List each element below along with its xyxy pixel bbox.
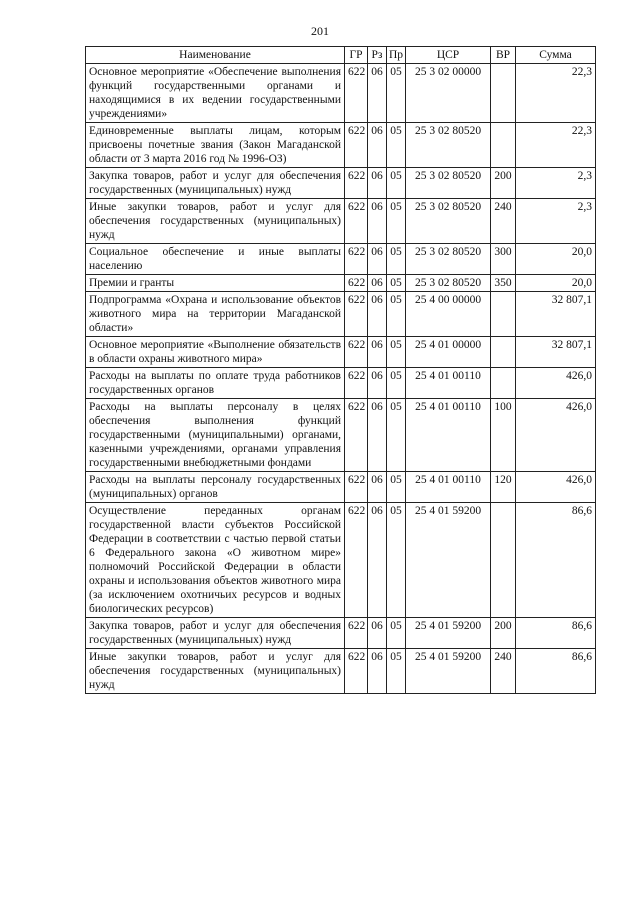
table-row — [86, 368, 596, 399]
cell-vr — [491, 337, 516, 368]
table-row — [86, 199, 596, 244]
header-rz: Рз — [368, 47, 387, 64]
table-row — [86, 275, 596, 292]
cell-pr: 05 — [387, 168, 406, 199]
header-name: Наименование — [86, 47, 345, 64]
cell-name: Расходы на выплаты по оплате труда работников государственных органов — [86, 368, 345, 399]
cell-gr: 622 — [345, 168, 368, 199]
cell-pr: 05 — [387, 292, 406, 337]
cell-name: Основное мероприятие «Обеспечение выполнения функций государственными органами и находящимися в их ведении государственными учреждениями» — [86, 64, 345, 123]
cell-sum: 20,0 — [516, 244, 596, 275]
table-row — [86, 618, 596, 649]
cell-sum: 32 807,1 — [516, 337, 596, 368]
cell-sum: 22,3 — [516, 123, 596, 168]
cell-name: Закупка товаров, работ и услуг для обеспечения государственных (муниципальных) нужд — [86, 168, 345, 199]
cell-csr: 25 4 01 00000 — [406, 337, 491, 368]
table-row — [86, 472, 596, 503]
table-row — [86, 64, 596, 123]
cell-csr: 25 3 02 80520 — [406, 199, 491, 244]
cell-rz: 06 — [368, 244, 387, 275]
header-sum: Сумма — [516, 47, 596, 64]
cell-csr: 25 3 02 80520 — [406, 244, 491, 275]
cell-name: Социальное обеспечение и иные выплаты населению — [86, 244, 345, 275]
table-header-row — [86, 47, 596, 64]
cell-vr: 100 — [491, 399, 516, 472]
cell-rz: 06 — [368, 368, 387, 399]
cell-name: Единовременные выплаты лицам, которым присвоены почетные звания (Закон Магаданской области от 3 марта 2016 год № 1996-ОЗ) — [86, 123, 345, 168]
cell-sum: 32 807,1 — [516, 292, 596, 337]
cell-pr: 05 — [387, 275, 406, 292]
table-row — [86, 292, 596, 337]
header-vr: ВР — [491, 47, 516, 64]
table-row — [86, 244, 596, 275]
header-csr: ЦСР — [406, 47, 491, 64]
cell-name: Осуществление переданных органам государственной власти субъектов Российской Федерации в соответствии с частью первой статьи 6 Федерального закона «О животном мире» полномочий Российской Федерации в области охраны и использования объектов животного мира (за исключением охотничьих ресурсов и водных биологических ресурсов) — [86, 503, 345, 618]
cell-rz: 06 — [368, 618, 387, 649]
cell-pr: 05 — [387, 472, 406, 503]
cell-rz: 06 — [368, 292, 387, 337]
cell-gr: 622 — [345, 503, 368, 618]
cell-vr — [491, 123, 516, 168]
cell-gr: 622 — [345, 292, 368, 337]
cell-vr: 240 — [491, 199, 516, 244]
cell-name: Расходы на выплаты персоналу в целях обеспечения выполнения функций государственными (муниципальными) органами, казенными учреждениями, органами управления государственными внебюджетными фондами — [86, 399, 345, 472]
cell-sum: 20,0 — [516, 275, 596, 292]
cell-gr: 622 — [345, 199, 368, 244]
cell-sum: 2,3 — [516, 168, 596, 199]
cell-name: Закупка товаров, работ и услуг для обеспечения государственных (муниципальных) нужд — [86, 618, 345, 649]
cell-sum: 2,3 — [516, 199, 596, 244]
cell-gr: 622 — [345, 399, 368, 472]
page-number: 201 — [311, 24, 329, 38]
cell-sum: 22,3 — [516, 64, 596, 123]
cell-rz: 06 — [368, 649, 387, 694]
cell-csr: 25 4 01 59200 — [406, 618, 491, 649]
budget-table — [85, 46, 596, 694]
cell-csr: 25 4 01 59200 — [406, 503, 491, 618]
cell-pr: 05 — [387, 503, 406, 618]
cell-name: Подпрограмма «Охрана и использование объектов животного мира на территории Магаданской области» — [86, 292, 345, 337]
table-row — [86, 503, 596, 618]
cell-pr: 05 — [387, 337, 406, 368]
cell-gr: 622 — [345, 618, 368, 649]
table-row — [86, 399, 596, 472]
table-body — [86, 64, 596, 694]
cell-csr: 25 4 01 59200 — [406, 649, 491, 694]
cell-rz: 06 — [368, 399, 387, 472]
cell-gr: 622 — [345, 123, 368, 168]
cell-vr: 200 — [491, 618, 516, 649]
cell-pr: 05 — [387, 618, 406, 649]
cell-name: Иные закупки товаров, работ и услуг для обеспечения государственных (муниципальных) нужд — [86, 649, 345, 694]
cell-name: Расходы на выплаты персоналу государственных (муниципальных) органов — [86, 472, 345, 503]
cell-pr: 05 — [387, 64, 406, 123]
cell-gr: 622 — [345, 64, 368, 123]
cell-name: Иные закупки товаров, работ и услуг для обеспечения государственных (муниципальных) нужд — [86, 199, 345, 244]
cell-sum: 426,0 — [516, 368, 596, 399]
cell-csr: 25 3 02 80520 — [406, 123, 491, 168]
cell-rz: 06 — [368, 168, 387, 199]
header-gr: ГР — [345, 47, 368, 64]
cell-csr: 25 4 00 00000 — [406, 292, 491, 337]
cell-csr: 25 3 02 80520 — [406, 275, 491, 292]
cell-sum: 86,6 — [516, 503, 596, 618]
table-row — [86, 337, 596, 368]
cell-sum: 86,6 — [516, 649, 596, 694]
cell-csr: 25 3 02 80520 — [406, 168, 491, 199]
table-row — [86, 123, 596, 168]
cell-csr: 25 4 01 00110 — [406, 368, 491, 399]
cell-csr: 25 4 01 00110 — [406, 399, 491, 472]
cell-rz: 06 — [368, 64, 387, 123]
cell-rz: 06 — [368, 199, 387, 244]
cell-vr: 240 — [491, 649, 516, 694]
cell-pr: 05 — [387, 123, 406, 168]
cell-vr — [491, 292, 516, 337]
cell-name: Премии и гранты — [86, 275, 345, 292]
cell-pr: 05 — [387, 649, 406, 694]
table-row — [86, 649, 596, 694]
cell-sum: 86,6 — [516, 618, 596, 649]
table-row — [86, 168, 596, 199]
cell-vr: 200 — [491, 168, 516, 199]
cell-gr: 622 — [345, 275, 368, 292]
header-pr: Пр — [387, 47, 406, 64]
cell-pr: 05 — [387, 244, 406, 275]
cell-vr — [491, 368, 516, 399]
cell-vr — [491, 503, 516, 618]
cell-pr: 05 — [387, 368, 406, 399]
cell-gr: 622 — [345, 649, 368, 694]
cell-gr: 622 — [345, 368, 368, 399]
cell-csr: 25 4 01 00110 — [406, 472, 491, 503]
cell-csr: 25 3 02 00000 — [406, 64, 491, 123]
cell-vr: 300 — [491, 244, 516, 275]
cell-gr: 622 — [345, 244, 368, 275]
cell-rz: 06 — [368, 275, 387, 292]
cell-name: Основное мероприятие «Выполнение обязательств в области охраны животного мира» — [86, 337, 345, 368]
cell-rz: 06 — [368, 337, 387, 368]
cell-rz: 06 — [368, 503, 387, 618]
cell-vr: 350 — [491, 275, 516, 292]
cell-sum: 426,0 — [516, 399, 596, 472]
cell-gr: 622 — [345, 472, 368, 503]
cell-sum: 426,0 — [516, 472, 596, 503]
cell-pr: 05 — [387, 399, 406, 472]
cell-rz: 06 — [368, 123, 387, 168]
cell-vr: 120 — [491, 472, 516, 503]
cell-vr — [491, 64, 516, 123]
cell-pr: 05 — [387, 199, 406, 244]
cell-rz: 06 — [368, 472, 387, 503]
cell-gr: 622 — [345, 337, 368, 368]
